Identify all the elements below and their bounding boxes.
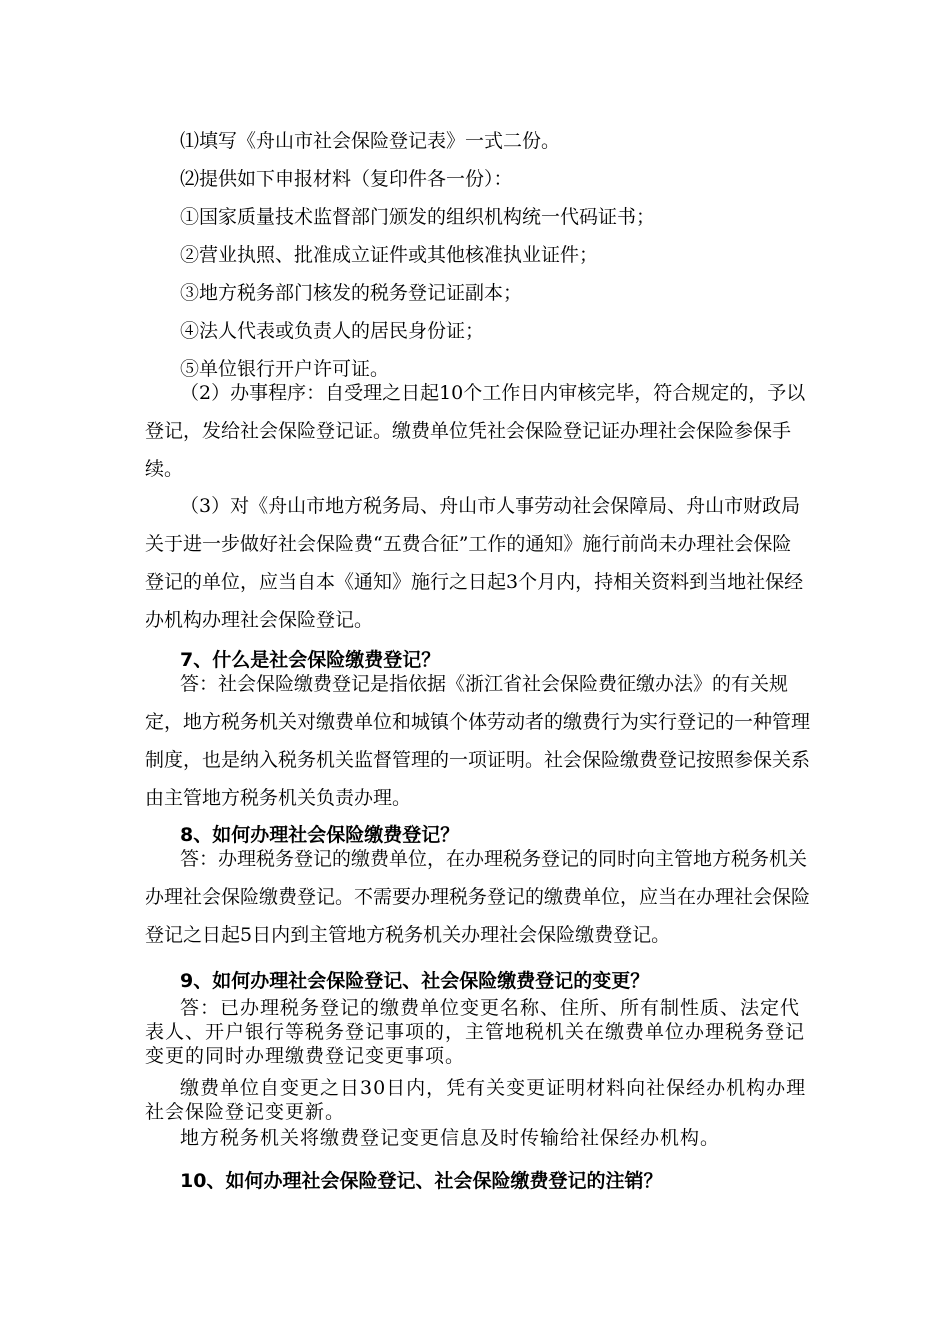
step-2: ⑵提供如下申报材料（复印件各一份）： [180, 168, 513, 190]
material-5: ⑤单位银行开户许可证。 [180, 358, 390, 380]
material-1: ①国家质量技术监督部门颁发的组织机构统一代码证书； [180, 206, 656, 228]
procedure-paragraph: （2）办事程序：自受理之日起10个工作日内审核完毕，符合规定的，予以登记，发给社会保险登记证。缴费单位凭社会保险登记证办理社会保险参保手续。 [145, 382, 806, 480]
question-7-heading: 7、什么是社会保险缴费登记？ [180, 649, 441, 671]
answer-9-part-1: 答：已办理税务登记的缴费单位变更名称、住所、所有制性质、法定代表人、开户银行等税务登记事项的，主管地税机关在缴费单位办理税务登记变更的同时办理缴费登记变更事项。 [145, 997, 806, 1067]
question-9-heading: 9、如何办理社会保险登记、社会保险缴费登记的变更？ [180, 970, 650, 992]
material-3: ③地方税务部门核发的税务登记证副本； [180, 282, 523, 304]
material-2: ②营业执照、批准成立证件或其他核准执业证件； [180, 244, 599, 266]
question-10-heading: 10、如何办理社会保险登记、社会保险缴费登记的注销？ [180, 1170, 663, 1192]
answer-9-part-3: 地方税务机关将缴费登记变更信息及时传输给社保经办机构。 [180, 1127, 721, 1149]
material-4: ④法人代表或负责人的居民身份证； [180, 320, 485, 342]
answer-7: 答：社会保险缴费登记是指依据《浙江省社会保险费征缴办法》的有关规定，地方税务机关对缴费单位和城镇个体劳动者的缴费行为实行登记的一种管理制度，也是纳入税务机关监督管理的一项证明。社会保险缴费登记按照参保关系由主管地方税务机关负责办理。 [145, 673, 811, 809]
question-8-heading: 8、如何办理社会保险缴费登记？ [180, 824, 460, 846]
answer-9-part-2: 缴费单位自变更之日30日内，凭有关变更证明材料向社保经办机构办理社会保险登记变更新。 [145, 1077, 807, 1123]
answer-8: 答：办理税务登记的缴费单位，在办理税务登记的同时向主管地方税务机关办理社会保险缴费登记。不需要办理税务登记的缴费单位，应当在办理社会保险登记之日起5日内到主管地方税务机关办理社会保险缴费登记。 [145, 848, 811, 946]
notice-paragraph: （3）对《舟山市地方税务局、舟山市人事劳动社会保障局、舟山市财政局关于进一步做好社会保险费“五费合征”工作的通知》施行前尚未办理社会保险登记的单位，应当自本《通知》施行之日起3个月内，持相关资料到当地社保经办机构办理社会保险登记。 [145, 495, 804, 631]
step-1: ⑴填写《舟山市社会保险登记表》一式二份。 [180, 130, 561, 152]
